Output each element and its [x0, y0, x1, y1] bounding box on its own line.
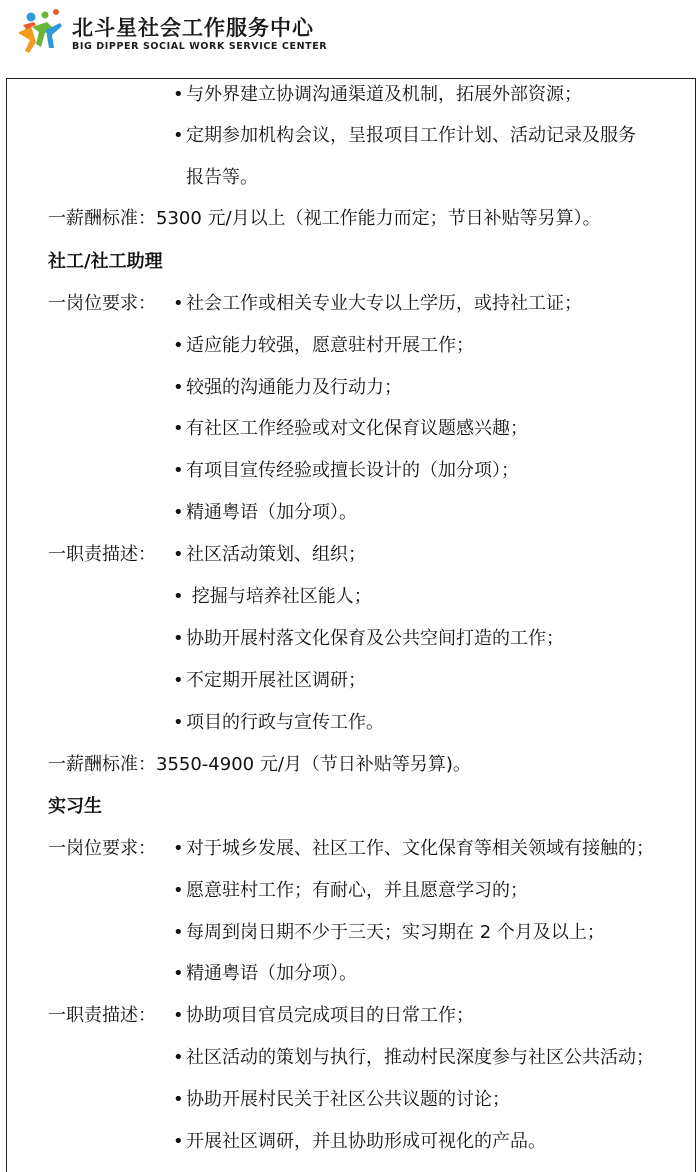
requirement-item: 社会工作或相关专业大专以上学历，或持社工证； — [186, 293, 582, 314]
duty-item-continued: 报告等。 — [186, 167, 258, 188]
org-name-cn: 北斗星社会工作服务中心 — [72, 16, 314, 40]
bullet-marker: • — [173, 1047, 184, 1068]
bullet-marker: • — [173, 544, 184, 565]
section-heading-intern: 实习生 — [48, 796, 102, 817]
duty-item: 社区活动策划、组织； — [186, 544, 366, 565]
bullet-marker: • — [173, 125, 184, 146]
bullet-marker: • — [173, 84, 184, 105]
bullet-marker: • — [173, 922, 184, 943]
bullet-marker: • — [173, 963, 184, 984]
requirements-label: 一岗位要求： — [48, 838, 156, 859]
bullet-marker: • — [173, 1089, 184, 1110]
requirement-item: 有项目宣传经验或擅长设计的（加分项）； — [186, 460, 519, 481]
bullet-marker: • — [173, 1131, 184, 1152]
bullet-marker: • — [173, 712, 184, 733]
salary-standard: 一薪酬标准：5300 元/月以上（视工作能力而定；节日补贴等另算）。 — [48, 208, 601, 229]
bullet-marker: • — [173, 586, 184, 607]
requirement-item: 精通粤语（加分项）。 — [186, 502, 357, 523]
bullet-marker: • — [173, 418, 184, 439]
requirement-item: 精通粤语（加分项）。 — [186, 963, 357, 984]
requirement-item: 有社区工作经验或对文化保育议题感兴趣； — [186, 418, 528, 439]
bullet-marker: • — [173, 502, 184, 523]
duty-item: 挖掘与培养社区能人； — [186, 586, 372, 607]
duty-item: 协助项目官员完成项目的日常工作； — [186, 1005, 474, 1026]
duty-item: 与外界建立协调沟通渠道及机制，拓展外部资源； — [186, 84, 582, 105]
big-dipper-logo-icon — [14, 6, 66, 58]
bullet-marker: • — [173, 838, 184, 859]
requirements-label: 一岗位要求： — [48, 293, 156, 314]
salary-standard: 一薪酬标准：3550-4900 元/月（节日补贴等另算)。 — [48, 754, 471, 775]
duty-item: 社区活动的策划与执行，推动村民深度参与社区公共活动； — [186, 1047, 654, 1068]
org-name-en: BIG DIPPER SOCIAL WORK SERVICE CENTER — [72, 41, 328, 52]
duty-item: 项目的行政与宣传工作。 — [186, 712, 384, 733]
duties-label: 一职责描述： — [48, 544, 156, 565]
bullet-marker: • — [173, 880, 184, 901]
requirement-item: 对于城乡发展、社区工作、文化保育等相关领域有接触的； — [186, 838, 654, 859]
bullet-marker: • — [173, 670, 184, 691]
duties-label: 一职责描述： — [48, 1005, 156, 1026]
duty-item: 协助开展村民关于社区公共议题的讨论； — [186, 1089, 510, 1110]
requirement-item: 每周到岗日期不少于三天；实习期在 2 个月及以上； — [186, 922, 605, 943]
requirement-item: 适应能力较强，愿意驻村开展工作； — [186, 335, 474, 356]
bullet-marker: • — [173, 335, 184, 356]
bullet-marker: • — [173, 293, 184, 314]
duty-item: 协助开展村落文化保育及公共空间打造的工作； — [186, 628, 564, 649]
duty-item: 定期参加机构会议，呈报项目工作计划、活动记录及服务 — [186, 125, 636, 146]
section-heading-social-worker: 社工/社工助理 — [48, 251, 163, 272]
duty-item: 开展社区调研，并且协助形成可视化的产品。 — [186, 1131, 546, 1152]
requirement-item: 较强的沟通能力及行动力； — [186, 377, 402, 398]
bullet-marker: • — [173, 377, 184, 398]
duty-item: 不定期开展社区调研； — [186, 670, 366, 691]
bullet-marker: • — [173, 628, 184, 649]
requirement-item: 愿意驻村工作；有耐心，并且愿意学习的； — [186, 880, 528, 901]
page-header — [0, 0, 700, 78]
bullet-marker: • — [173, 460, 184, 481]
bullet-marker: • — [173, 1005, 184, 1026]
